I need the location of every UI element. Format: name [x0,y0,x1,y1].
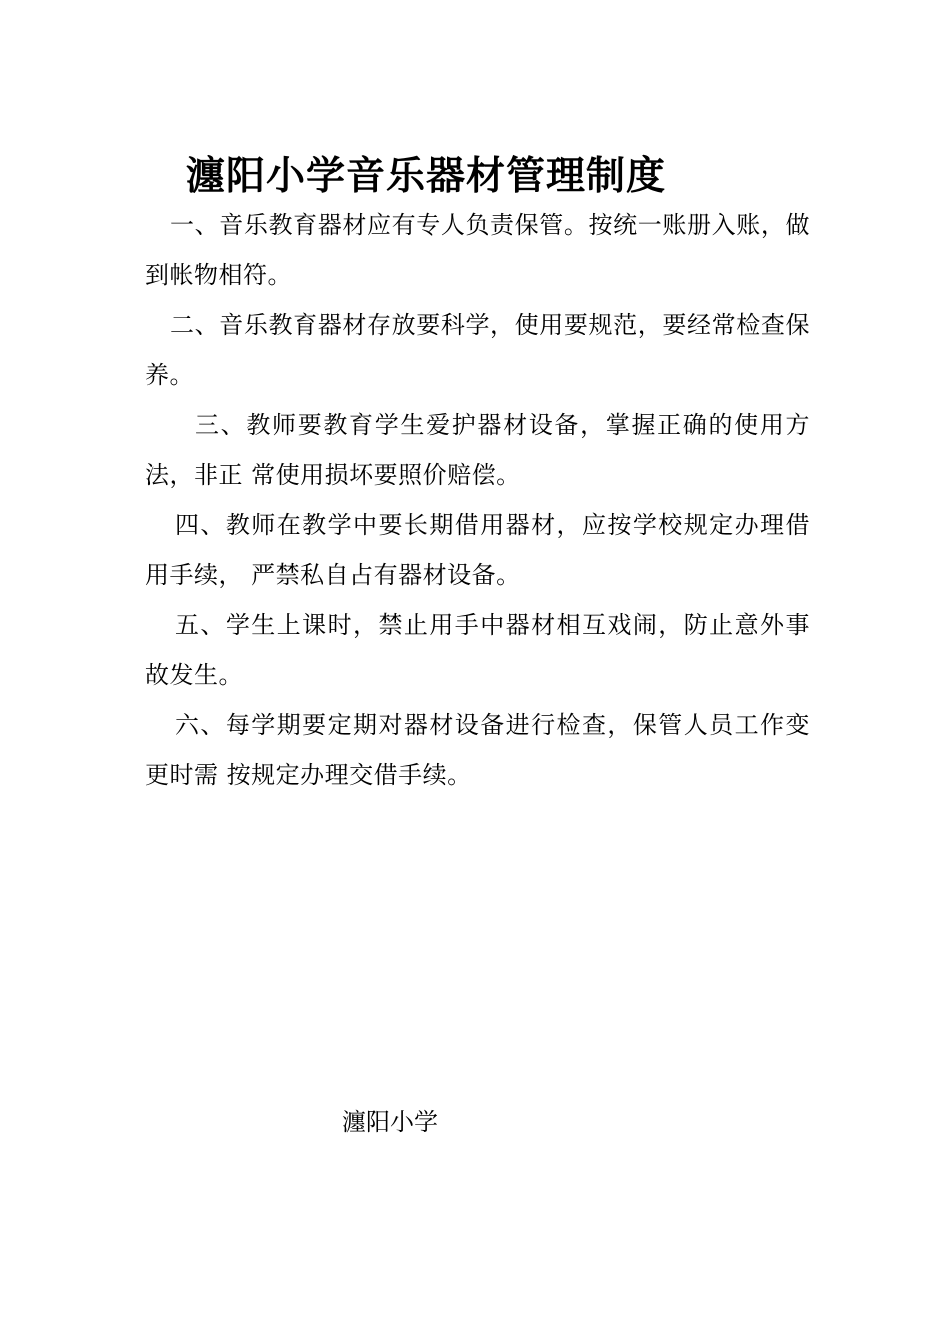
rule-paragraph-2: 二、音乐教育器材存放要科学，使用要规范，要经常检查保养。 [145,311,810,389]
document-title: 瀍阳小学音乐器材管理制度 [186,153,667,200]
rule-paragraph-3: 三、教师要教育学生爱护器材设备，掌握正确的使用方法，非正 常使用损坏要照价赔偿。 [145,411,810,489]
signature-school-name: 瀍阳小学 [342,1108,438,1136]
rule-paragraph-1: 一、音乐教育器材应有专人负责保管。按统一账册入账，做到帐物相符。 [145,211,810,289]
rule-paragraph-5: 五、学生上课时，禁止用手中器材相互戏闹，防止意外事故发生。 [145,611,810,689]
document-body [145,200,810,800]
rule-paragraph-4: 四、教师在教学中要长期借用器材，应按学校规定办理借用手续， 严禁私自占有器材设备。 [145,511,810,589]
rule-paragraph-6: 六、每学期要定期对器材设备进行检查，保管人员工作变更时需 按规定办理交借手续。 [145,711,810,789]
